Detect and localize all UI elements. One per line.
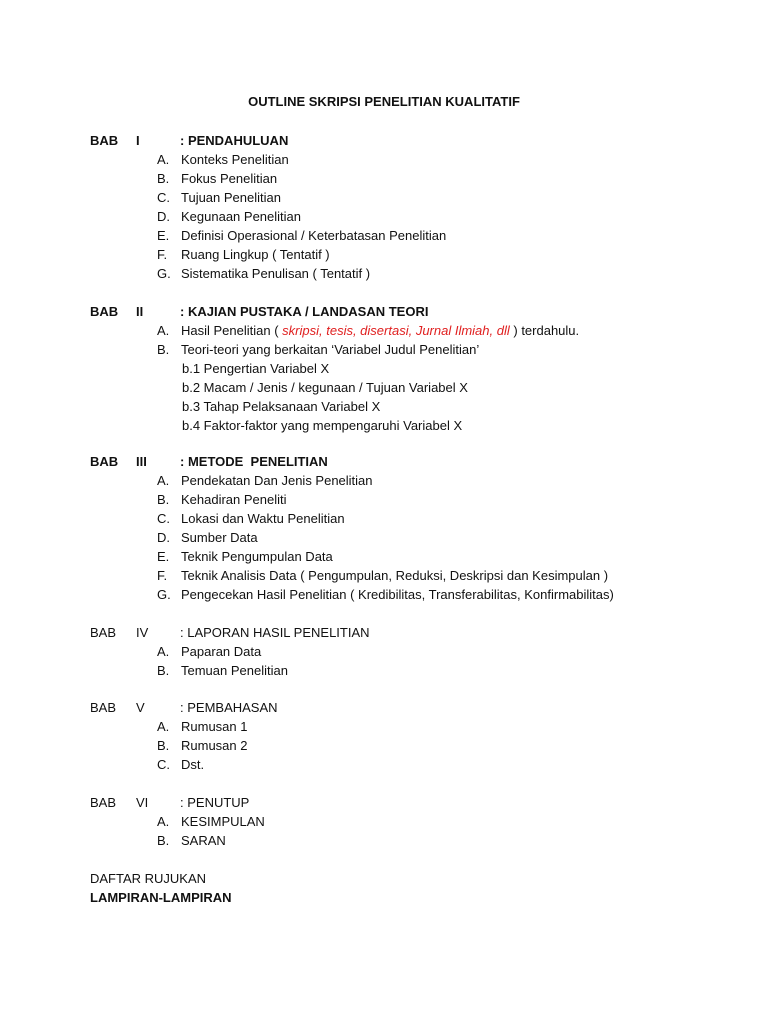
- list-item: [0, 226, 768, 245]
- item-letter: A.: [157, 473, 170, 488]
- bab-label: BAB: [90, 454, 119, 469]
- chapter-heading-4: [0, 623, 768, 642]
- item-letter: B.: [157, 833, 170, 848]
- item-text: Sistematika Penulisan ( Tentatif ): [181, 266, 371, 281]
- item-letter: A.: [157, 719, 170, 734]
- list-item: [0, 736, 768, 755]
- item-text-suffix: ) terdahulu.: [513, 323, 580, 338]
- chapter-title: : METODE PENELITIAN: [180, 454, 328, 469]
- item-letter: B.: [157, 342, 170, 357]
- chapter-number: VI: [136, 795, 149, 810]
- item-letter: A.: [157, 814, 170, 829]
- item-text: Tujuan Penelitian: [181, 190, 281, 205]
- item-text: Rumusan 2: [181, 738, 248, 753]
- chapter-number: III: [136, 454, 147, 469]
- item-letter: C.: [157, 757, 170, 772]
- list-item: [0, 831, 768, 850]
- item-letter: D.: [157, 530, 170, 545]
- item-letter: C.: [157, 511, 170, 526]
- chapter-heading-3: [0, 452, 768, 471]
- item-text: Pengecekan Hasil Penelitian ( Kredibilitas, Transferabilitas, Konfirmabilitas): [181, 587, 614, 602]
- chapter-title: : PEMBAHASAN: [180, 700, 278, 715]
- chapter-heading-6: [0, 793, 768, 812]
- item-letter: F.: [157, 568, 168, 583]
- chapter-number: V: [136, 700, 145, 715]
- chapter-heading-5: [0, 698, 768, 717]
- item-text-prefix: Hasil Penelitian (: [181, 323, 279, 338]
- chapter-title: : PENUTUP: [180, 795, 250, 810]
- item-text: Teknik Analisis Data ( Pengumpulan, Reduksi, Deskripsi dan Kesimpulan ): [181, 568, 609, 583]
- item-text: Rumusan 1: [181, 719, 248, 734]
- item-text: Teori-teori yang berkaitan ‘Variabel Judul Penelitian’: [181, 342, 480, 357]
- item-text: Teknik Pengumpulan Data: [181, 549, 333, 564]
- list-item: [0, 509, 768, 528]
- item-letter: B.: [157, 492, 170, 507]
- chapter-title: : PENDAHULUAN: [180, 133, 289, 148]
- list-item: [0, 661, 768, 680]
- list-item: [0, 245, 768, 264]
- item-text: Definisi Operasional / Keterbatasan Penelitian: [181, 228, 447, 243]
- closing-line: [0, 888, 768, 907]
- item-letter: E.: [157, 549, 170, 564]
- sub-list-item: [0, 416, 768, 435]
- document-title: OUTLINE SKRIPSI PENELITIAN KUALITATIF: [248, 94, 520, 109]
- sub-item-text: b.1 Pengertian Variabel X: [182, 361, 330, 376]
- sub-item-text: b.3 Tahap Pelaksanaan Variabel X: [182, 399, 381, 414]
- chapter-number: II: [136, 304, 144, 319]
- sub-list-item: [0, 378, 768, 397]
- sub-item-text: b.4 Faktor-faktor yang mempengaruhi Variabel X: [182, 418, 463, 433]
- item-text: Pendekatan Dan Jenis Penelitian: [181, 473, 373, 488]
- bab-label: BAB: [90, 133, 119, 148]
- chapter-number: IV: [136, 625, 149, 640]
- closing-line: [0, 869, 768, 888]
- item-letter: D.: [157, 209, 170, 224]
- item-text: SARAN: [181, 833, 226, 848]
- item-text: Temuan Penelitian: [181, 663, 288, 678]
- highlighted-examples: skripsi, tesis, disertasi, Jurnal Ilmiah, dll: [282, 323, 510, 338]
- list-item: [0, 717, 768, 736]
- list-item: [0, 150, 768, 169]
- item-text: [181, 321, 579, 340]
- item-letter: A.: [157, 644, 170, 659]
- item-letter: G.: [157, 587, 171, 602]
- bab-label: BAB: [90, 795, 117, 810]
- item-text: Paparan Data: [181, 644, 262, 659]
- list-item: [0, 528, 768, 547]
- item-text: Ruang Lingkup ( Tentatif ): [181, 247, 330, 262]
- item-letter: B.: [157, 663, 170, 678]
- item-letter: A.: [157, 323, 170, 338]
- list-item: [0, 566, 768, 585]
- item-text: KESIMPULAN: [181, 814, 265, 829]
- bab-label: BAB: [90, 700, 117, 715]
- bab-label: BAB: [90, 304, 119, 319]
- list-item: [0, 321, 768, 340]
- item-text: Sumber Data: [181, 530, 258, 545]
- list-item: [0, 642, 768, 661]
- list-item: [0, 207, 768, 226]
- list-item: [0, 188, 768, 207]
- item-letter: C.: [157, 190, 170, 205]
- lampiran: LAMPIRAN-LAMPIRAN: [90, 890, 232, 905]
- list-item: [0, 812, 768, 831]
- item-text: Kegunaan Penelitian: [181, 209, 301, 224]
- item-text: Fokus Penelitian: [181, 171, 278, 186]
- chapter-number: I: [136, 133, 140, 148]
- chapter-heading-2: [0, 302, 768, 321]
- item-letter: B.: [157, 171, 170, 186]
- item-letter: F.: [157, 247, 168, 262]
- chapter-title: : KAJIAN PUSTAKA / LANDASAN TEORI: [180, 304, 429, 319]
- list-item: [0, 490, 768, 509]
- item-text: Konteks Penelitian: [181, 152, 289, 167]
- chapter-title: : LAPORAN HASIL PENELITIAN: [180, 625, 370, 640]
- list-item: [0, 585, 768, 604]
- item-letter: G.: [157, 266, 171, 281]
- item-letter: A.: [157, 152, 170, 167]
- list-item: [0, 547, 768, 566]
- list-item: [0, 471, 768, 490]
- list-item: [0, 755, 768, 774]
- chapter-heading-1: [0, 131, 768, 150]
- bab-label: BAB: [90, 625, 117, 640]
- item-text: Lokasi dan Waktu Penelitian: [181, 511, 345, 526]
- item-letter: E.: [157, 228, 170, 243]
- item-text: Dst.: [181, 757, 205, 772]
- sub-list-item: [0, 397, 768, 416]
- item-letter: B.: [157, 738, 170, 753]
- sub-item-text: b.2 Macam / Jenis / kegunaan / Tujuan Variabel X: [182, 380, 468, 395]
- sub-list-item: [0, 359, 768, 378]
- list-item: [0, 264, 768, 283]
- list-item: [0, 340, 768, 359]
- item-text: Kehadiran Peneliti: [181, 492, 287, 507]
- list-item: [0, 169, 768, 188]
- daftar-rujukan: DAFTAR RUJUKAN: [90, 871, 207, 886]
